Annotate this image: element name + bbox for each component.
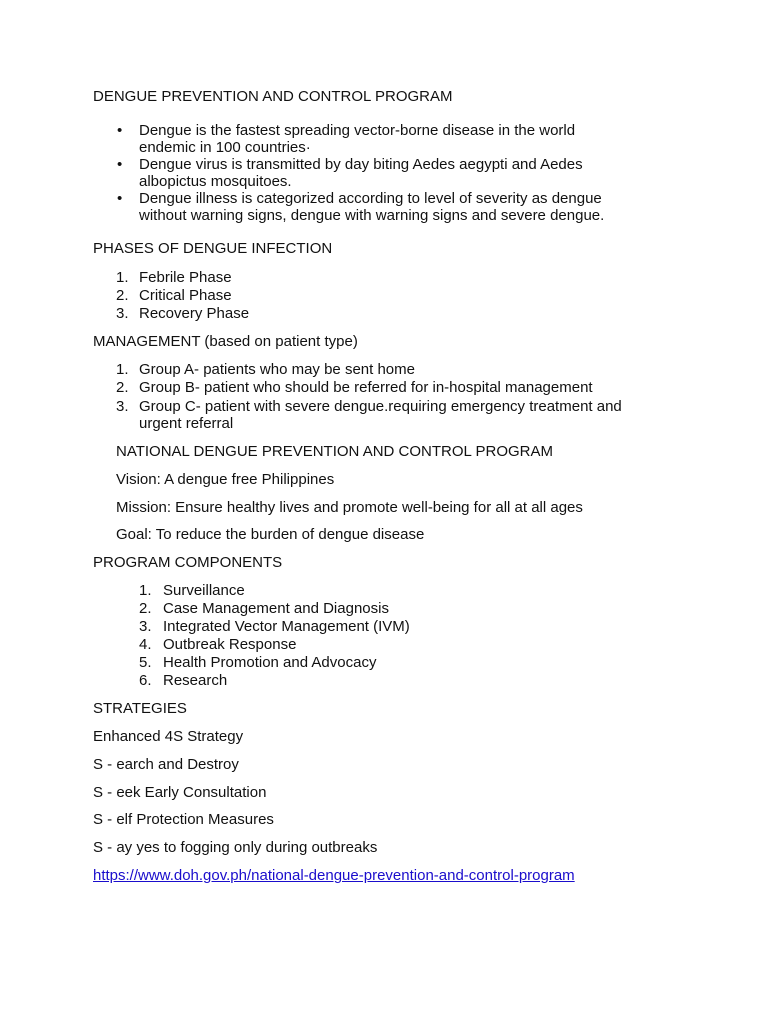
list-item [0, 287, 768, 305]
list-item [0, 156, 768, 174]
section-heading-national-program: NATIONAL DENGUE PREVENTION AND CONTROL PROGRAM [116, 443, 553, 460]
list-number: 2. [116, 287, 129, 304]
strategy-subheading: Enhanced 4S Strategy [93, 728, 244, 745]
list-text: urgent referral [139, 415, 234, 432]
list-item [0, 190, 768, 208]
list-item [0, 398, 768, 416]
list-item [0, 361, 768, 379]
list-number: 4. [139, 636, 152, 653]
list-item [0, 618, 768, 636]
list-item [0, 672, 768, 690]
bullet-marker: • [117, 122, 123, 139]
bullet-text: endemic in 100 countries· [139, 139, 311, 156]
document-title: DENGUE PREVENTION AND CONTROL PROGRAM [93, 88, 453, 105]
list-item [0, 379, 768, 397]
list-text: Research [163, 672, 228, 689]
list-text: Recovery Phase [139, 305, 250, 322]
section-heading-components: PROGRAM COMPONENTS [93, 554, 283, 571]
list-text: Group A- patients who may be sent home [139, 361, 415, 378]
strategy-item: S - elf Protection Measures [93, 811, 274, 828]
list-number: 1. [116, 361, 129, 378]
vision-statement: Vision: A dengue free Philippines [116, 471, 335, 488]
list-item-continuation [0, 173, 768, 191]
list-text: Case Management and Diagnosis [163, 600, 389, 617]
list-item [0, 122, 768, 140]
list-text: Group B- patient who should be referred for in-hospital management [139, 379, 593, 396]
list-text: Critical Phase [139, 287, 232, 304]
list-item [0, 582, 768, 600]
list-number: 3. [116, 305, 129, 322]
list-item [0, 269, 768, 287]
bullet-text: Dengue is the fastest spreading vector-borne disease in the world [139, 122, 576, 139]
goal-statement: Goal: To reduce the burden of dengue disease [116, 526, 425, 543]
list-text: Integrated Vector Management (IVM) [163, 618, 410, 635]
section-heading-management: MANAGEMENT (based on patient type) [93, 333, 358, 350]
list-number: 6. [139, 672, 152, 689]
list-item [0, 654, 768, 672]
bullet-text: albopictus mosquitoes. [139, 173, 292, 190]
section-heading-phases: PHASES OF DENGUE INFECTION [93, 240, 333, 257]
list-number: 3. [139, 618, 152, 635]
bullet-text: Dengue illness is categorized according to level of severity as dengue [139, 190, 602, 207]
list-item-continuation [0, 415, 768, 433]
list-number: 5. [139, 654, 152, 671]
list-text: Health Promotion and Advocacy [163, 654, 377, 671]
list-text: Febrile Phase [139, 269, 232, 286]
section-heading-strategies: STRATEGIES [93, 700, 187, 717]
list-item [0, 636, 768, 654]
list-item [0, 600, 768, 618]
list-number: 3. [116, 398, 129, 415]
strategy-item: S - eek Early Consultation [93, 784, 267, 801]
list-number: 1. [116, 269, 129, 286]
list-item [0, 305, 768, 323]
list-text: Surveillance [163, 582, 245, 599]
list-number: 2. [139, 600, 152, 617]
bullet-text: Dengue virus is transmitted by day biting Aedes aegypti and Aedes [139, 156, 583, 173]
bullet-marker: • [117, 156, 123, 173]
list-item-continuation [0, 139, 768, 157]
list-number: 1. [139, 582, 152, 599]
bullet-text: without warning signs, dengue with warning signs and severe dengue. [139, 207, 605, 224]
list-text: Outbreak Response [163, 636, 297, 653]
source-link[interactable]: https://www.doh.gov.ph/national-dengue-prevention-and-control-program [93, 867, 575, 884]
strategy-item: S - earch and Destroy [93, 756, 239, 773]
bullet-marker: • [117, 190, 123, 207]
mission-statement: Mission: Ensure healthy lives and promote well-being for all at all ages [116, 499, 583, 516]
list-text: Group C- patient with severe dengue.requiring emergency treatment and [139, 398, 622, 415]
list-item-continuation [0, 207, 768, 225]
strategy-item: S - ay yes to fogging only during outbreaks [93, 839, 378, 856]
list-number: 2. [116, 379, 129, 396]
